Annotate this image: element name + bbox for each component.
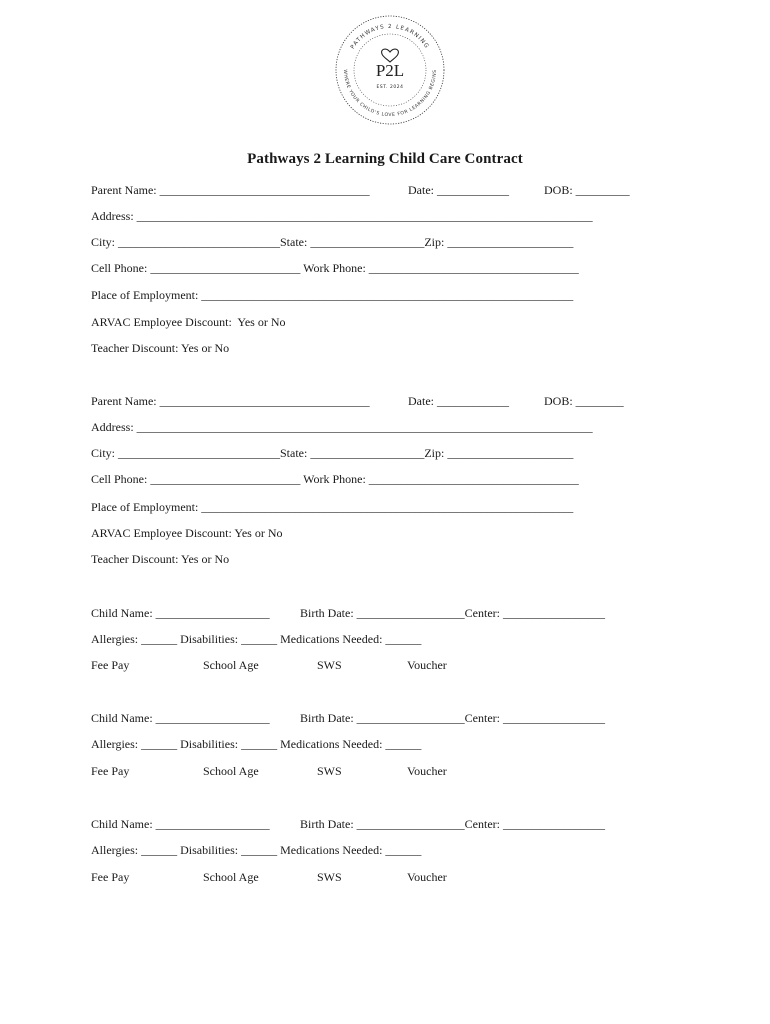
parent2-city-state-zip[interactable]: City: ___________________________State: ___________________Zip: _____________________ [91, 446, 574, 460]
child2-sws[interactable]: SWS [317, 764, 342, 778]
child1-sws[interactable]: SWS [317, 658, 342, 672]
child1-medical[interactable]: Allergies: ______ Disabilities: ______ Medications Needed: ______ [91, 632, 422, 646]
child2-medical[interactable]: Allergies: ______ Disabilities: ______ Medications Needed: ______ [91, 737, 422, 751]
logo-ring-bottom: WHERE YOUR CHILD'S LOVE FOR LEARNING BEGINS [341, 69, 439, 119]
parent1-dob-field[interactable]: DOB: _________ [544, 183, 630, 197]
parent2-name-field[interactable]: Parent Name: ___________________________________ [91, 394, 370, 408]
logo-ring-top: PATHWAYS 2 LEARNING [350, 23, 430, 51]
child3-medical[interactable]: Allergies: ______ Disabilities: ______ Medications Needed: ______ [91, 843, 422, 857]
parent2-date-field[interactable]: Date: ____________ [408, 394, 509, 408]
child3-birth-center[interactable]: Birth Date: __________________Center: _________________ [300, 817, 605, 831]
parent2-teacher-discount[interactable]: Teacher Discount: Yes or No [91, 552, 230, 566]
child2-voucher[interactable]: Voucher [407, 764, 447, 778]
child2-birth-center[interactable]: Birth Date: __________________Center: _________________ [300, 711, 605, 725]
parent1-address-field[interactable]: Address: ____________________________________________________________________________ [91, 209, 593, 223]
parent1-name-field[interactable]: Parent Name: ___________________________________ [91, 183, 370, 197]
child1-name-field[interactable]: Child Name: ___________________ [91, 606, 270, 620]
child2-name-field[interactable]: Child Name: ___________________ [91, 711, 270, 725]
child1-school-age[interactable]: School Age [203, 658, 259, 672]
parent1-phones[interactable]: Cell Phone: _________________________ Work Phone: ___________________________________ [91, 261, 579, 275]
child3-voucher[interactable]: Voucher [407, 870, 447, 884]
child2-school-age[interactable]: School Age [203, 764, 259, 778]
child1-birth-center[interactable]: Birth Date: __________________Center: _________________ [300, 606, 605, 620]
parent1-employment[interactable]: Place of Employment: ______________________________________________________________ [91, 288, 574, 302]
parent2-address-field[interactable]: Address: ____________________________________________________________________________ [91, 420, 593, 434]
parent1-teacher-discount[interactable]: Teacher Discount: Yes or No [91, 341, 230, 355]
logo-established: EST. 2024 [376, 85, 404, 90]
child1-fee-pay[interactable]: Fee Pay [91, 658, 130, 672]
parent1-date-field[interactable]: Date: ____________ [408, 183, 509, 197]
child3-sws[interactable]: SWS [317, 870, 342, 884]
parent2-arvac-discount[interactable]: ARVAC Employee Discount: Yes or No [91, 526, 283, 540]
child1-voucher[interactable]: Voucher [407, 658, 447, 672]
parent2-dob-field[interactable]: DOB: ________ [544, 394, 624, 408]
child3-school-age[interactable]: School Age [203, 870, 259, 884]
svg-text:PATHWAYS 2 LEARNING [350, 24, 430, 50]
parent1-arvac-discount[interactable]: ARVAC Employee Discount: Yes or No [91, 315, 286, 329]
page-title: Pathways 2 Learning Child Care Contract [247, 151, 523, 167]
parent2-employment[interactable]: Place of Employment: ______________________________________________________________ [91, 500, 574, 514]
child3-name-field[interactable]: Child Name: ___________________ [91, 817, 270, 831]
child2-fee-pay[interactable]: Fee Pay [91, 764, 130, 778]
parent1-city-state-zip[interactable]: City: ___________________________State: ___________________Zip: _____________________ [91, 235, 574, 249]
p2l-logo [334, 14, 446, 126]
child3-fee-pay[interactable]: Fee Pay [91, 870, 130, 884]
logo-brand: P2L [375, 61, 405, 80]
parent2-phones[interactable]: Cell Phone: _________________________ Work Phone: ___________________________________ [91, 472, 579, 486]
